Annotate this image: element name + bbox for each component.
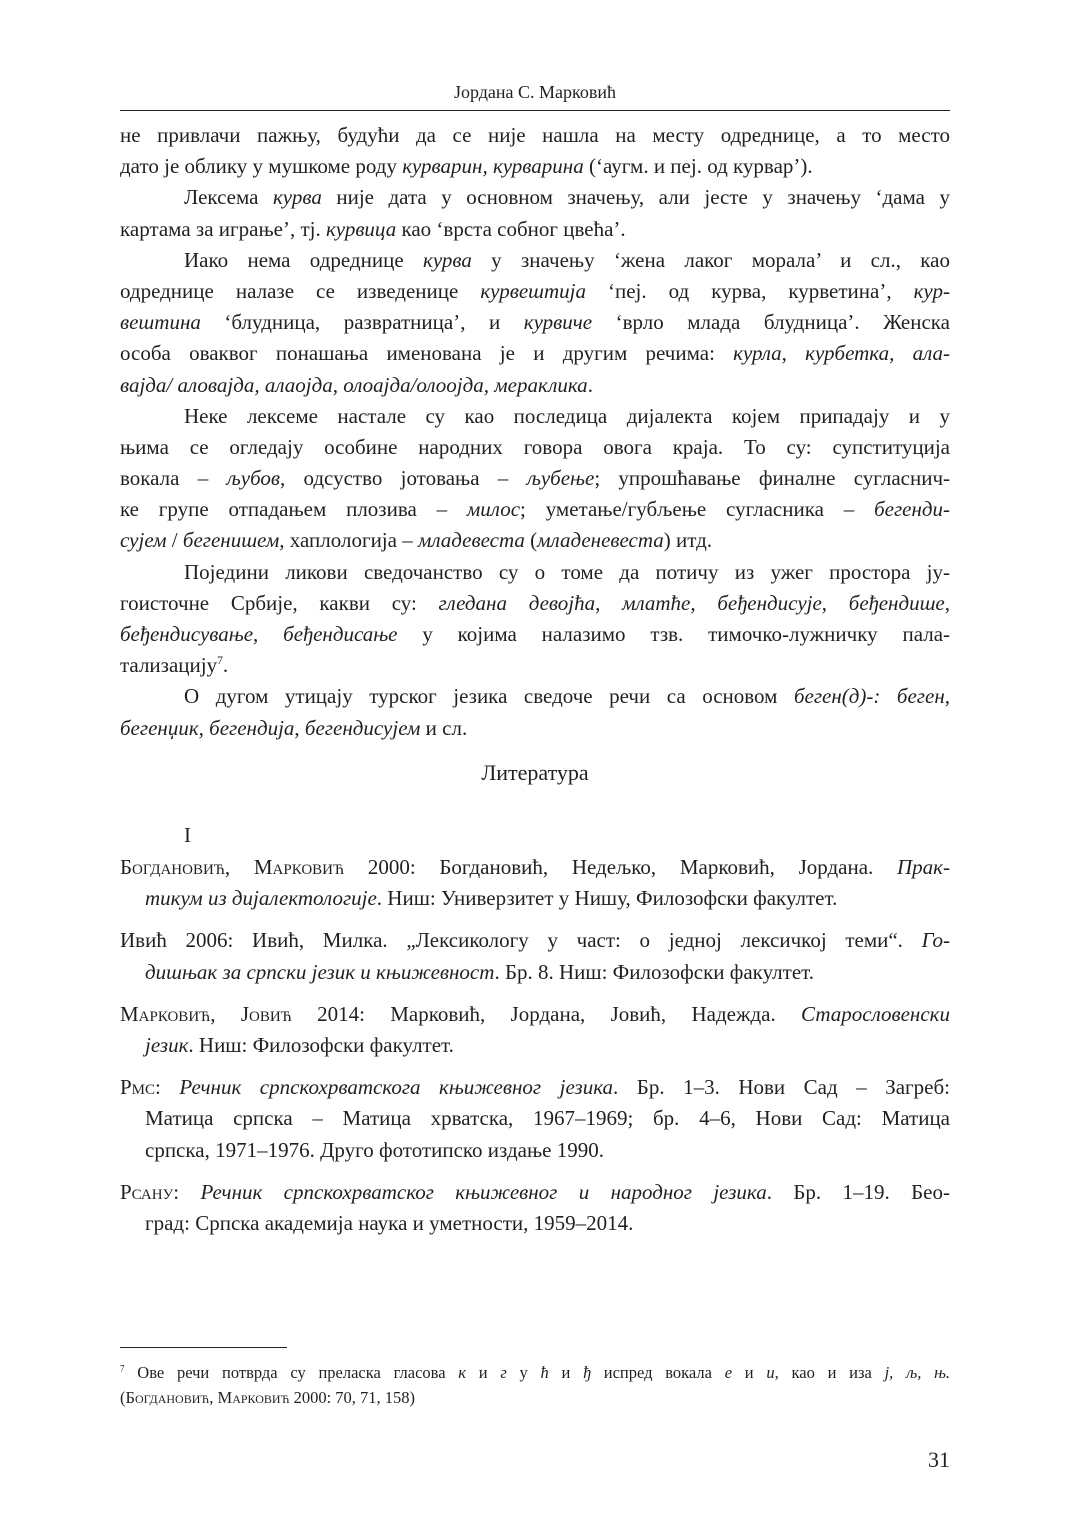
italic-term: и bbox=[766, 1363, 775, 1382]
italic-term: беђендисање bbox=[283, 622, 398, 646]
italic-term: ћ bbox=[540, 1363, 549, 1382]
text-run: и bbox=[548, 1363, 584, 1382]
text-run: , bbox=[595, 590, 623, 615]
text-run: испред вокала bbox=[591, 1363, 725, 1382]
footnote-line bbox=[120, 1385, 950, 1410]
text-run: Иако нема одреднице bbox=[184, 247, 423, 272]
text-line bbox=[120, 588, 950, 619]
text-run: гоисточне Србије, какви су: bbox=[120, 590, 439, 615]
italic-term: Речник српскохрватског књижевног и народног језика bbox=[200, 1179, 767, 1204]
text-run: ‘блудница, развратница’, и bbox=[200, 310, 524, 335]
text-run: Ове речи потврда су преласка гласова bbox=[124, 1363, 459, 1382]
text-run: , bbox=[944, 590, 951, 615]
italic-term: курвица bbox=[325, 216, 397, 241]
reference-entry bbox=[120, 1177, 950, 1239]
text-run: град: Српска академија наука и уметности, 1959–2014. bbox=[145, 1210, 634, 1235]
text-line bbox=[120, 276, 950, 307]
text-run: српска, 1971–1976. Друго фототипско издање 1990. bbox=[145, 1137, 604, 1162]
author-name: Рмс bbox=[120, 1075, 156, 1100]
text-run: 2000: 70, 71, 158) bbox=[289, 1388, 416, 1407]
text-run: и сл. bbox=[420, 715, 468, 740]
literature-section-label: I bbox=[184, 823, 191, 847]
reference-entry bbox=[120, 925, 950, 987]
text-run: није дата у основном значењу, али јесте у значењу ‘дама у bbox=[321, 185, 950, 210]
text-line bbox=[120, 338, 950, 369]
text-run: картама за играње’, тј. bbox=[120, 216, 326, 241]
italic-term: млатће, беђендисује bbox=[622, 590, 822, 615]
text-run: ; уметање/губљење сугласника – bbox=[520, 497, 875, 522]
text-run: Матица српска – Матица хрватска, 1967–1969; бр. 4–6, Нови Сад: Матица bbox=[145, 1106, 950, 1131]
text-run: , bbox=[781, 341, 806, 366]
text-run: , bbox=[294, 715, 305, 740]
text-run: . Бр. 8. Ниш: Филозофски факултет. bbox=[494, 959, 814, 984]
reference-line bbox=[120, 1103, 950, 1134]
text-run: , bbox=[821, 590, 849, 615]
text-run: као ‘врста собног цвећа’. bbox=[396, 216, 626, 241]
text-run: тализацију bbox=[120, 653, 218, 678]
author-name: Богдановић, Марковић bbox=[120, 855, 345, 879]
text-line bbox=[120, 619, 950, 650]
italic-term: курва bbox=[272, 185, 322, 210]
italic-term: младеневеста bbox=[537, 528, 664, 553]
text-line bbox=[120, 370, 950, 401]
italic-term: курвештија bbox=[480, 278, 586, 303]
text-run: / bbox=[166, 528, 183, 553]
italic-term: вештина bbox=[120, 310, 201, 335]
page-number: 31 bbox=[928, 1447, 950, 1472]
text-run: у bbox=[506, 1363, 541, 1382]
text-run: и bbox=[732, 1363, 767, 1382]
text-run: : bbox=[173, 1179, 201, 1204]
italic-term: младевеста bbox=[417, 528, 525, 553]
footnote bbox=[120, 1360, 950, 1410]
italic-term: курварин, курварина bbox=[402, 154, 584, 179]
text-run: О дугом утицају турског језика сведоче речи са основом bbox=[184, 684, 794, 709]
body-text bbox=[120, 120, 950, 744]
reference-entry bbox=[120, 852, 950, 914]
italic-term: курва bbox=[423, 247, 472, 272]
italic-term: ј, љ, њ. bbox=[884, 1363, 950, 1382]
text-line bbox=[120, 307, 950, 338]
reference-line bbox=[120, 999, 950, 1030]
text-run: 2000: Богдановић, Недељко, Марковић, Јордана. bbox=[344, 855, 897, 879]
text-run: не привлачи пажњу, будући да се није нашла на месту одреднице, а то место bbox=[120, 123, 950, 147]
italic-term: Речник српскохрватскога књижевног језика bbox=[179, 1075, 613, 1100]
italic-term: љубење bbox=[526, 466, 595, 491]
author-name: Богдановић, Марковић bbox=[125, 1388, 290, 1407]
italic-term: бегенџик, бегендија bbox=[120, 715, 295, 740]
italic-term: е bbox=[724, 1363, 733, 1382]
text-run: . bbox=[587, 372, 593, 397]
text-run: , као и иза bbox=[774, 1363, 885, 1382]
reference-line bbox=[120, 957, 950, 988]
text-run: . Бр. 1–3. Нови Сад – Загреб: bbox=[613, 1075, 951, 1100]
italic-term: г bbox=[500, 1363, 507, 1382]
author-name: Рсану bbox=[120, 1179, 174, 1204]
italic-term: беђендисување bbox=[120, 622, 254, 646]
text-run: дато је облику у мушкоме роду bbox=[120, 154, 403, 179]
reference-entry bbox=[120, 999, 950, 1061]
reference-line bbox=[120, 1208, 950, 1239]
reference-line bbox=[120, 883, 950, 914]
text-run: Лексема bbox=[184, 185, 273, 210]
text-line bbox=[120, 463, 950, 494]
reference-line bbox=[120, 1177, 950, 1208]
reference-line bbox=[120, 925, 950, 956]
text-run: вокала – bbox=[120, 466, 227, 491]
italic-term: тикум из дијалектологије bbox=[145, 886, 377, 911]
text-run: (‘аугм. и пеј. од курвар’). bbox=[583, 154, 813, 179]
text-line bbox=[120, 214, 950, 245]
text-line bbox=[120, 650, 950, 681]
text-run: особа оваквог понашања именована је и другим речима: bbox=[120, 341, 734, 366]
text-run: ‘пеј. од курва, курветина’, bbox=[586, 278, 914, 303]
text-line bbox=[120, 494, 950, 525]
italic-term: гледана девојћа bbox=[438, 590, 596, 615]
italic-term: језик bbox=[145, 1032, 189, 1057]
text-line bbox=[120, 120, 950, 151]
paragraph bbox=[120, 120, 950, 182]
italic-term: Прак- bbox=[897, 855, 950, 879]
text-run: ке групе отпадањем плозива – bbox=[120, 497, 467, 522]
text-run: : bbox=[155, 1075, 180, 1100]
text-run: , bbox=[253, 622, 284, 646]
text-line bbox=[120, 713, 950, 744]
text-run: , bbox=[944, 684, 950, 709]
text-run: . Бр. 1–19. Бео- bbox=[766, 1179, 950, 1204]
paragraph bbox=[120, 401, 950, 557]
text-line bbox=[120, 151, 950, 182]
italic-term: курла bbox=[733, 341, 782, 366]
text-line bbox=[120, 681, 950, 712]
header-rule bbox=[120, 110, 950, 111]
paragraph bbox=[120, 681, 950, 743]
italic-term: кур- bbox=[913, 278, 950, 303]
reference-line bbox=[120, 852, 950, 883]
italic-term: Го- bbox=[921, 928, 950, 953]
reference-entry bbox=[120, 1072, 950, 1166]
text-run: . Ниш: Универзитет у Нишу, Филозофски факултет. bbox=[376, 886, 838, 911]
footnote-line bbox=[120, 1360, 950, 1385]
text-line bbox=[120, 182, 950, 213]
reference-line bbox=[120, 1030, 950, 1061]
footnote-marker: 7 bbox=[120, 1363, 125, 1374]
text-run: ; упрошћавање финалне сугласнич- bbox=[594, 466, 950, 491]
text-run: ( bbox=[524, 528, 538, 553]
text-line bbox=[120, 401, 950, 432]
literature-heading: Литература bbox=[481, 760, 589, 785]
text-run: и bbox=[466, 1363, 501, 1382]
italic-term: ђ bbox=[583, 1363, 591, 1382]
text-run: ( bbox=[120, 1388, 126, 1407]
paragraph bbox=[120, 245, 950, 401]
text-run: 2014: Марковић, Јордана, Јовић, Надежда. bbox=[291, 1001, 802, 1026]
text-run: Неке лексеме настале су као последица дијалекта којем припадају и у bbox=[184, 403, 950, 428]
reference-line bbox=[120, 1072, 950, 1103]
author-name: Марковић, Јовић bbox=[120, 1001, 292, 1026]
text-run: ) итд. bbox=[663, 528, 713, 553]
reference-list bbox=[120, 852, 950, 1250]
italic-term: сујем bbox=[120, 528, 167, 553]
text-run: Поједини ликови сведочанство су о томе да потичу из ужег простора ју- bbox=[184, 559, 950, 584]
italic-term: бегендисујем bbox=[304, 715, 421, 740]
italic-term: милос bbox=[466, 497, 521, 522]
text-run: хаплологија – bbox=[284, 528, 418, 553]
text-run: Ивић 2006: Ивић, Милка. „Лексикологу у част: о једној лексичкој теми“. bbox=[120, 928, 922, 953]
text-line bbox=[120, 525, 950, 556]
italic-term: вајда/ аловајда, алаојда, олоајда/олоојда, мераклика bbox=[120, 372, 588, 397]
text-run: . bbox=[222, 653, 229, 678]
text-line bbox=[120, 432, 950, 463]
italic-term: курбетка, ала- bbox=[805, 341, 951, 366]
italic-term: љубов bbox=[226, 466, 280, 491]
text-run: одреднице налазе се изведенице bbox=[120, 278, 481, 303]
paragraph bbox=[120, 557, 950, 682]
italic-term: дишњак за српски језик и књижевност bbox=[145, 959, 495, 984]
text-run: у значењу ‘жена лаког морала’ и сл., као bbox=[471, 247, 951, 272]
text-run: , одсуство јотовања – bbox=[279, 466, 527, 491]
text-run: ‘врло млада блудница’. Женска bbox=[592, 310, 950, 335]
italic-term: к bbox=[458, 1363, 466, 1382]
text-line bbox=[120, 245, 950, 276]
italic-term: курвиче bbox=[523, 310, 593, 335]
footnote-marker: 7 bbox=[217, 655, 223, 668]
text-run: у којима налазимо тзв. тимочко-лужничку пала- bbox=[397, 622, 951, 646]
italic-term: Старословенски bbox=[801, 1001, 950, 1026]
paragraph bbox=[120, 182, 950, 244]
text-line bbox=[120, 557, 950, 588]
footnote-rule bbox=[120, 1347, 287, 1348]
text-run: њима се огледају особине народних говора овога краја. То су: супституција bbox=[120, 434, 950, 459]
reference-line bbox=[120, 1135, 950, 1166]
italic-term: беген(д)-: беген bbox=[793, 684, 945, 709]
text-run: . Ниш: Филозофски факултет. bbox=[188, 1032, 454, 1057]
italic-term: беђендише bbox=[848, 590, 945, 615]
italic-term: бегенишем, bbox=[182, 528, 285, 553]
italic-term: бегенди- bbox=[874, 497, 950, 522]
running-header: Јордана С. Марковић bbox=[454, 82, 616, 102]
